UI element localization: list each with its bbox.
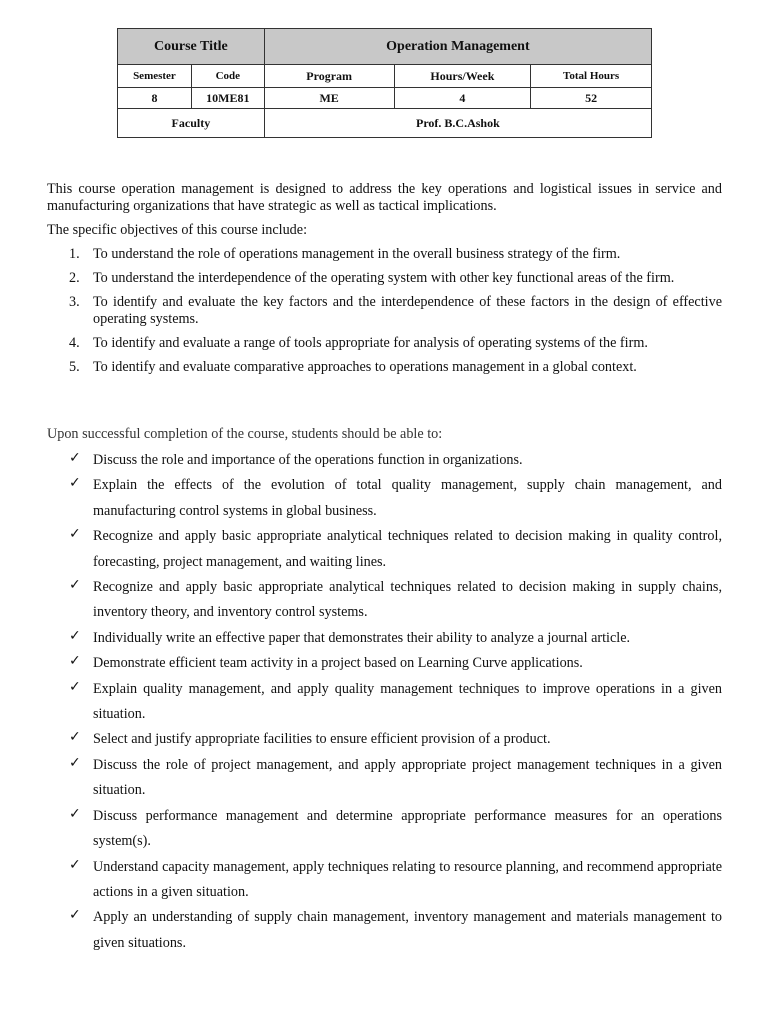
outcome-text: Discuss the role and importance of the operations function in organizations. <box>93 452 523 468</box>
objective-text: To understand the role of operations management in the overall business strategy of the firm. <box>93 246 621 262</box>
outcomes-lead: Upon successful completion of the course, students should be able to: <box>47 426 443 442</box>
outcome-item <box>47 626 722 651</box>
checkmark-icon: ✓ <box>69 627 81 644</box>
outcome-item <box>47 575 722 626</box>
objective-item <box>47 335 722 352</box>
outcome-item <box>47 804 722 855</box>
outcome-text: Discuss the role of project management, and apply appropriate project management techniques in a given situation. <box>93 756 722 799</box>
objective-item <box>47 246 722 263</box>
semester-label: Semester <box>118 65 192 88</box>
outcome-item <box>47 905 722 956</box>
objective-item <box>47 294 722 328</box>
checkmark-icon: ✓ <box>69 729 81 746</box>
objective-item <box>47 359 722 376</box>
column-header-row <box>118 65 652 88</box>
outcome-text: Understand capacity management, apply techniques relating to resource planning, and recommend appropriate actions in a given situation. <box>93 858 722 900</box>
program-label: Program <box>264 65 394 88</box>
outcome-text: Recognize and apply basic appropriate analytical techniques related to decision making in supply chains, inventory theory, and inventory control systems. <box>93 579 722 621</box>
checkmark-icon: ✓ <box>69 856 81 873</box>
objectives-list <box>47 246 722 383</box>
outcome-text: Explain quality management, and apply quality management techniques to improve operations in a given situation. <box>93 680 722 723</box>
intro-paragraph: This course operation management is designed to address the key operations and logistical issues in service and manufacturing organizations that have strategic as well as tactical implications. <box>47 181 722 214</box>
course-title-row <box>118 29 652 65</box>
checkmark-icon: ✓ <box>69 907 81 924</box>
outcome-text: Discuss performance management and determine appropriate performance measures for an operations system(s). <box>93 807 722 850</box>
outcome-item <box>47 753 722 804</box>
objective-number: 4. <box>69 335 80 351</box>
faculty-row <box>118 109 652 138</box>
objective-text: To identify and evaluate a range of tools appropriate for analysis of operating systems of the firm. <box>93 335 648 351</box>
code-value: 10ME81 <box>191 88 264 109</box>
checkmark-icon: ✓ <box>69 577 81 594</box>
course-values-row <box>118 88 652 109</box>
outcome-text: Demonstrate efficient team activity in a project based on Learning Curve applications. <box>93 655 583 672</box>
code-label: Code <box>191 65 264 88</box>
checkmark-icon: ✓ <box>69 526 81 543</box>
outcome-item <box>47 855 722 906</box>
objective-item <box>47 270 722 287</box>
faculty-value: Prof. B.C.Ashok <box>264 109 651 138</box>
outcomes-list <box>47 448 722 956</box>
checkmark-icon: ✓ <box>69 754 81 771</box>
course-title-value: Operation Management <box>264 29 651 65</box>
checkmark-icon: ✓ <box>69 450 81 466</box>
checkmark-icon: ✓ <box>69 678 81 695</box>
checkmark-icon: ✓ <box>69 805 81 822</box>
semester-value: 8 <box>118 88 192 109</box>
faculty-label: Faculty <box>118 109 265 138</box>
outcome-item <box>47 448 722 473</box>
hours-week-label: Hours/Week <box>394 65 531 88</box>
outcome-item <box>47 524 722 575</box>
outcome-item <box>47 727 722 752</box>
outcome-text: Apply an understanding of supply chain management, inventory management and materials management to given situations. <box>93 909 722 951</box>
checkmark-icon: ✓ <box>69 653 81 670</box>
hours-week-value: 4 <box>394 88 531 109</box>
outcome-item <box>47 677 722 728</box>
outcome-item <box>47 473 722 524</box>
course-info-table <box>117 28 652 138</box>
outcome-text: Recognize and apply basic appropriate analytical techniques related to decision making in quality control, forecasting, project management, and waiting lines. <box>93 528 722 570</box>
program-value: ME <box>264 88 394 109</box>
objective-number: 5. <box>69 359 80 375</box>
objective-number: 3. <box>69 294 80 310</box>
objective-text: To identify and evaluate the key factors and the interdependence of these factors in the design of effective operating systems. <box>93 294 722 327</box>
total-hours-value: 52 <box>531 88 652 109</box>
outcome-text: Select and justify appropriate facilities to ensure efficient provision of a product. <box>93 731 551 748</box>
total-hours-label: Total Hours <box>531 65 652 88</box>
checkmark-icon: ✓ <box>69 475 81 492</box>
course-title-label: Course Title <box>118 29 265 65</box>
outcome-item <box>47 651 722 676</box>
objectives-lead: The specific objectives of this course include: <box>47 222 308 238</box>
objective-text: To understand the interdependence of the operating system with other key functional areas of the firm. <box>93 270 675 286</box>
objective-number: 1. <box>69 246 80 262</box>
outcome-text: Individually write an effective paper that demonstrates their ability to analyze a journal article. <box>93 629 631 646</box>
objective-text: To identify and evaluate comparative approaches to operations management in a global context. <box>93 359 637 375</box>
objective-number: 2. <box>69 270 80 286</box>
outcome-text: Explain the effects of the evolution of total quality management, supply chain management, and manufacturing control systems in global business. <box>93 477 722 519</box>
